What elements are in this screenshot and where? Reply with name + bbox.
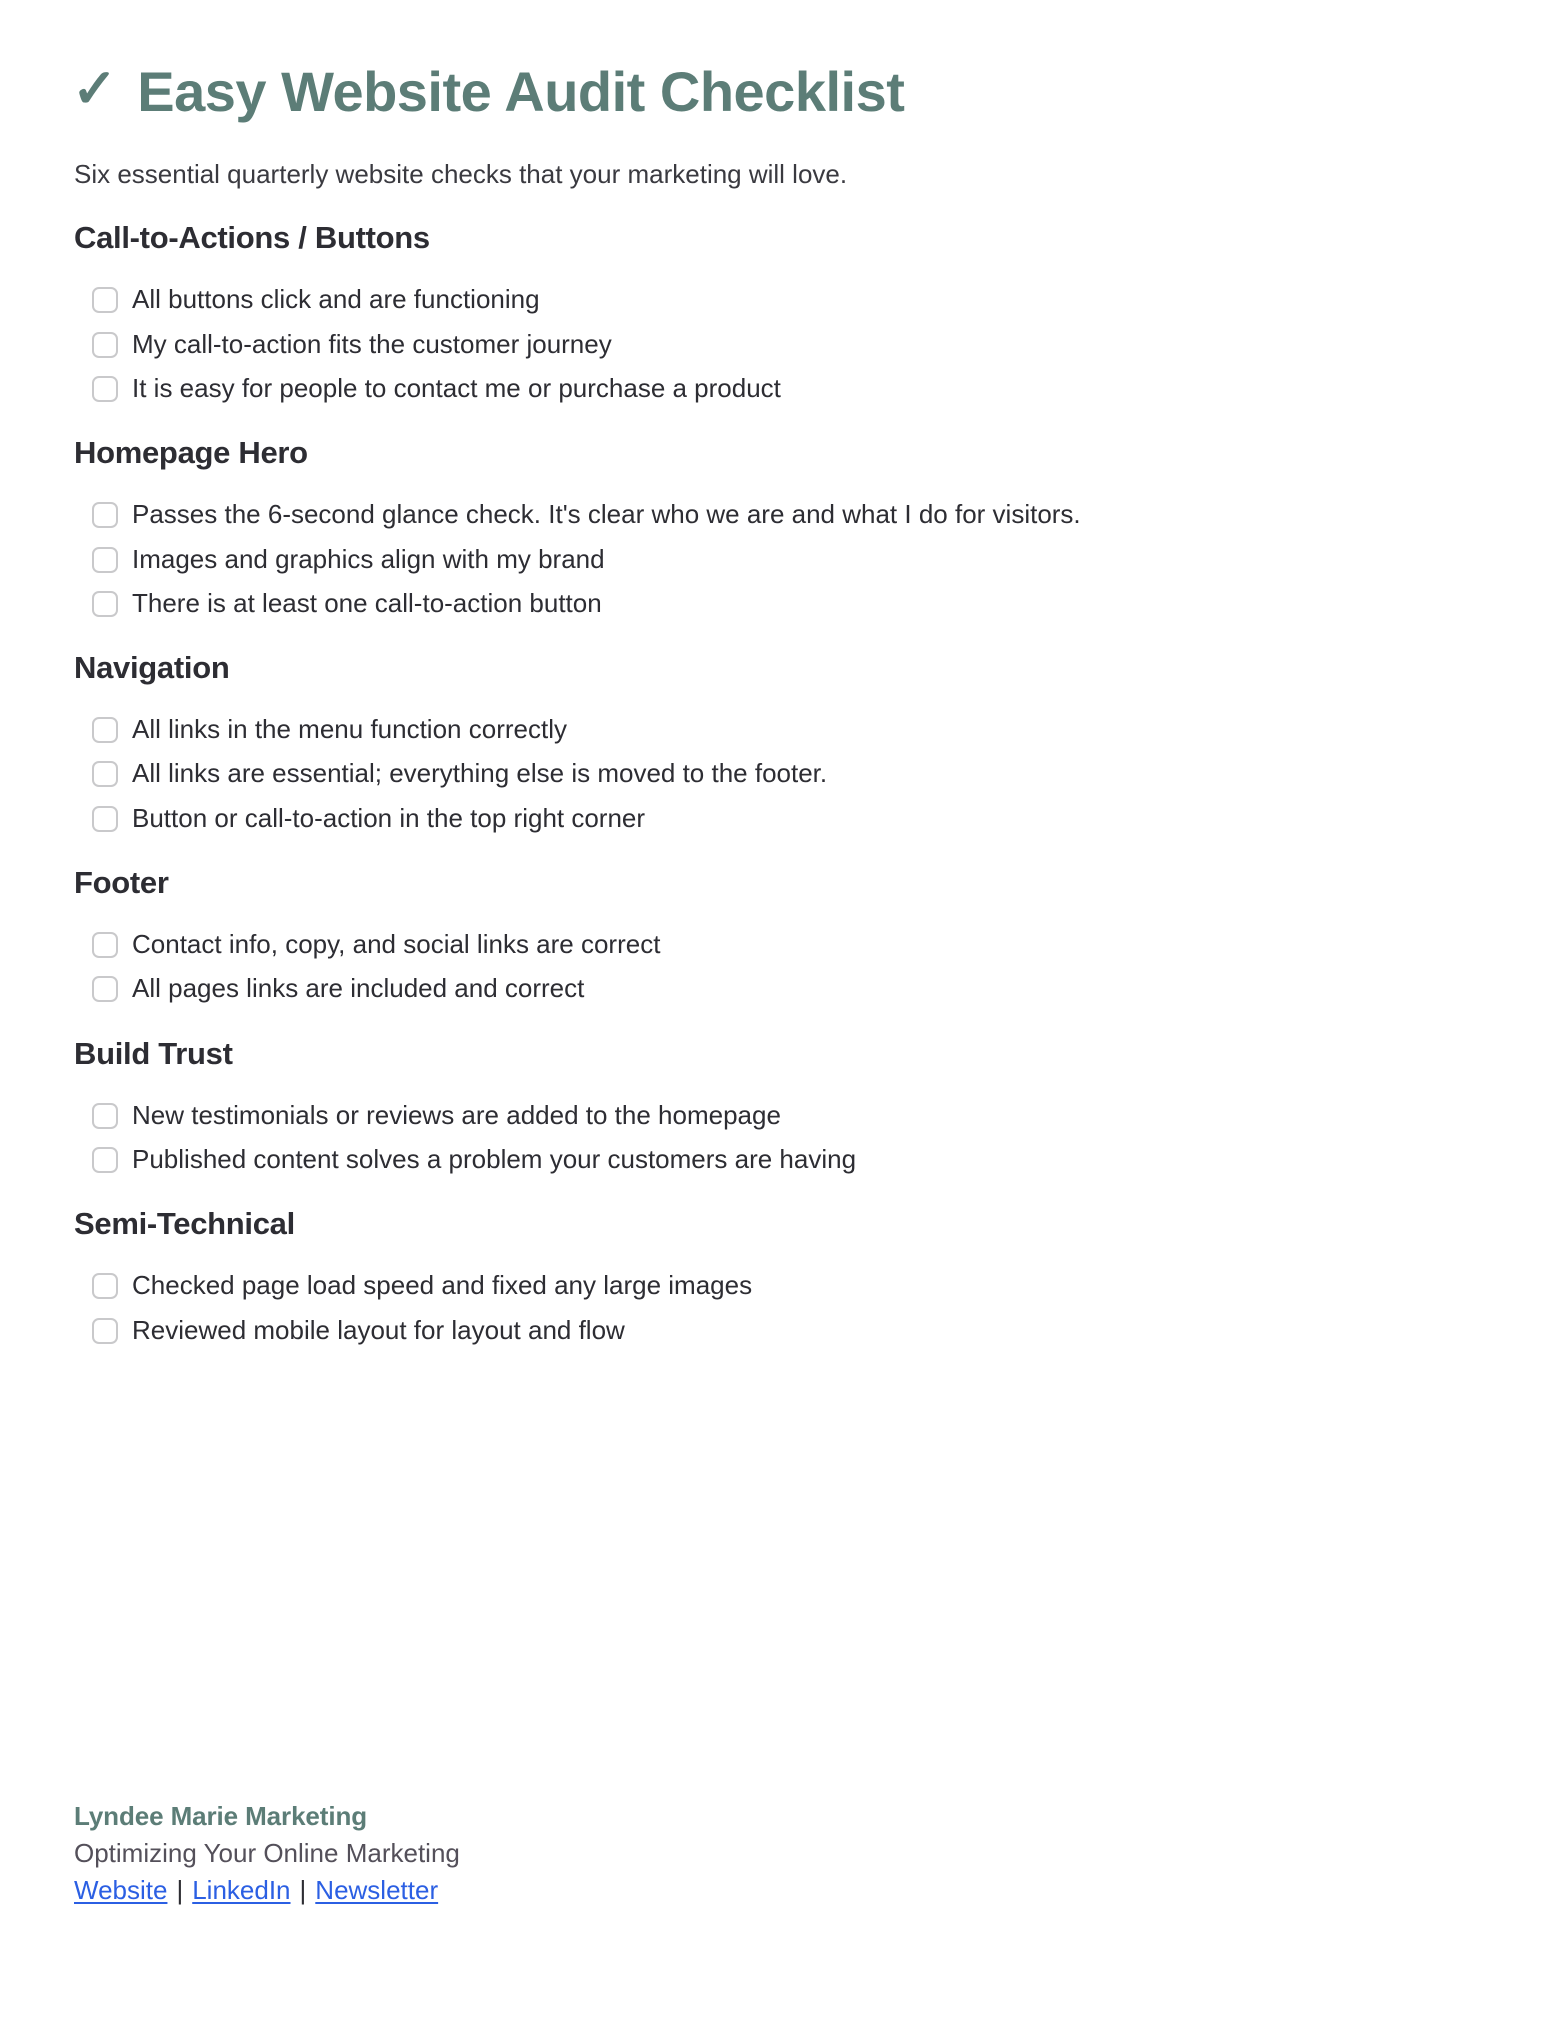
section-heading: Footer bbox=[74, 865, 169, 901]
checkbox-icon[interactable] bbox=[92, 376, 118, 402]
checklist-item-label: Published content solves a problem your customers are having bbox=[132, 1144, 857, 1175]
checklist-item-label: All buttons click and are functioning bbox=[132, 284, 540, 315]
checkbox-icon[interactable] bbox=[92, 761, 118, 787]
checklist-item-label: New testimonials or reviews are added to the homepage bbox=[132, 1099, 781, 1130]
checkbox-icon[interactable] bbox=[92, 547, 118, 573]
checkbox-icon[interactable] bbox=[92, 976, 118, 1002]
checkbox-icon[interactable] bbox=[92, 591, 118, 617]
checklist-section bbox=[72, 220, 1476, 405]
checklist-item[interactable] bbox=[72, 756, 1476, 790]
checklist-section bbox=[72, 865, 1476, 1006]
section-heading: Semi-Technical bbox=[74, 1206, 295, 1242]
section-heading: Navigation bbox=[74, 650, 230, 686]
checkbox-icon[interactable] bbox=[92, 332, 118, 358]
page-title: Easy Website Audit Checklist bbox=[137, 60, 905, 123]
title-row bbox=[72, 59, 1476, 123]
checkmark-icon: ✓ bbox=[72, 59, 118, 120]
checklist-item[interactable] bbox=[72, 1098, 1476, 1132]
checklist bbox=[72, 1268, 1476, 1347]
checklist-item-label: Button or call-to-action in the top right corner bbox=[132, 802, 646, 833]
signature-block bbox=[72, 1801, 460, 1906]
page-subtitle: Six essential quarterly website checks that your marketing will love. bbox=[74, 159, 848, 190]
checkbox-icon[interactable] bbox=[92, 932, 118, 958]
checklist bbox=[72, 497, 1476, 620]
checklist-item-label: Images and graphics align with my brand bbox=[132, 543, 605, 574]
checklist-item[interactable] bbox=[72, 801, 1476, 835]
checklist-item[interactable] bbox=[72, 586, 1476, 620]
signature-tagline: Optimizing Your Online Marketing bbox=[74, 1838, 460, 1868]
signature-link[interactable]: LinkedIn bbox=[192, 1875, 291, 1905]
checklist-item[interactable] bbox=[72, 1313, 1476, 1347]
signature-link[interactable]: Newsletter bbox=[315, 1875, 439, 1905]
checklist-item-label: All links are essential; everything else is moved to the footer. bbox=[132, 758, 828, 789]
link-separator: | bbox=[176, 1875, 184, 1905]
section-heading: Call-to-Actions / Buttons bbox=[74, 220, 430, 256]
checkbox-icon[interactable] bbox=[92, 1318, 118, 1344]
checklist-item-label: It is easy for people to contact me or purchase a product bbox=[132, 372, 781, 403]
page-header bbox=[72, 0, 1476, 192]
checklist-item-label: Checked page load speed and fixed any large images bbox=[132, 1270, 753, 1301]
checklist-section bbox=[72, 1206, 1476, 1347]
checklist bbox=[72, 712, 1476, 835]
section-heading: Homepage Hero bbox=[74, 435, 308, 471]
checklist-item[interactable] bbox=[72, 371, 1476, 405]
checkbox-icon[interactable] bbox=[92, 287, 118, 313]
checklist-item[interactable] bbox=[72, 282, 1476, 316]
checklist-item-label: Reviewed mobile layout for layout and flow bbox=[132, 1314, 625, 1345]
checklist bbox=[72, 927, 1476, 1006]
signature-link[interactable]: Website bbox=[74, 1875, 168, 1905]
section-heading: Build Trust bbox=[74, 1035, 233, 1071]
checklist-section bbox=[72, 1036, 1476, 1177]
checklist bbox=[72, 1098, 1476, 1177]
checklist-item-label: Contact info, copy, and social links are correct bbox=[132, 929, 661, 960]
checklist-item-label: Passes the 6-second glance check. It's clear who we are and what I do for visitors. bbox=[132, 499, 1081, 530]
checkbox-icon[interactable] bbox=[92, 717, 118, 743]
checklist-item[interactable] bbox=[72, 542, 1476, 576]
checkbox-icon[interactable] bbox=[92, 806, 118, 832]
signature-links bbox=[74, 1875, 460, 1906]
checklist-item[interactable] bbox=[72, 497, 1476, 531]
checkbox-icon[interactable] bbox=[92, 1147, 118, 1173]
checklist-item[interactable] bbox=[72, 971, 1476, 1005]
checkbox-icon[interactable] bbox=[92, 1273, 118, 1299]
checklist-item-label: All pages links are included and correct bbox=[132, 973, 585, 1004]
checklist-item[interactable] bbox=[72, 1142, 1476, 1176]
checklist-item[interactable] bbox=[72, 1268, 1476, 1302]
signature-name: Lyndee Marie Marketing bbox=[74, 1801, 368, 1831]
link-separator: | bbox=[299, 1875, 307, 1905]
checklist-section bbox=[72, 435, 1476, 620]
checklist-item-label: All links in the menu function correctly bbox=[132, 714, 567, 745]
checkbox-icon[interactable] bbox=[92, 502, 118, 528]
checklist-sections bbox=[72, 220, 1476, 1347]
checklist-section bbox=[72, 650, 1476, 835]
checklist bbox=[72, 282, 1476, 405]
checklist-item-label: My call-to-action fits the customer journey bbox=[132, 328, 612, 359]
checklist-item[interactable] bbox=[72, 712, 1476, 746]
checklist-item[interactable] bbox=[72, 927, 1476, 961]
checklist-item[interactable] bbox=[72, 327, 1476, 361]
checklist-item-label: There is at least one call-to-action button bbox=[132, 587, 602, 618]
checkbox-icon[interactable] bbox=[92, 1103, 118, 1129]
